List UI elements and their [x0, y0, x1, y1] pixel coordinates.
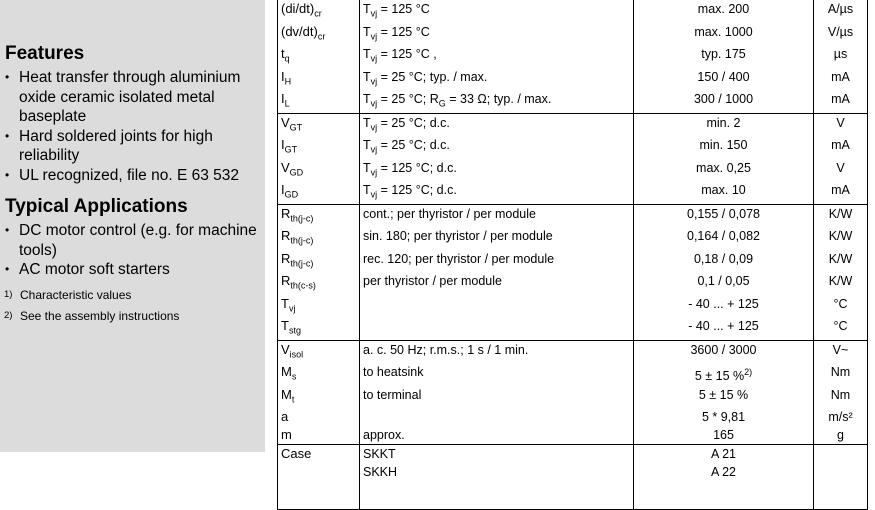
condition: per thyristor / per module: [363, 274, 502, 288]
condition-text: = 125 °C; d.c.: [377, 160, 457, 175]
bullet-icon: •: [5, 70, 10, 84]
table-row: [278, 463, 868, 481]
value-cell: [634, 45, 814, 68]
unit-cell: [814, 481, 868, 510]
value: 0,18 / 0,09: [693, 251, 754, 266]
value-cell: [634, 159, 814, 182]
value: A 21: [710, 447, 737, 461]
conditions-cell: [360, 426, 634, 445]
value-cell: [634, 386, 814, 409]
features-heading: Features: [5, 43, 85, 64]
unit-cell: [814, 68, 868, 91]
value: 5 ± 15 %: [698, 387, 749, 402]
conditions-cell: [360, 272, 634, 295]
unit: mA: [831, 183, 850, 197]
unit: A/µs: [827, 2, 854, 16]
value-cell: [634, 90, 814, 113]
unit: K/W: [828, 206, 853, 221]
table-row: [278, 272, 868, 295]
symbol-cell: [278, 45, 360, 68]
condition-subscript: vj: [370, 8, 378, 19]
value-cell: [634, 23, 814, 46]
conditions-cell: [360, 0, 634, 23]
unit-cell: [814, 204, 868, 227]
symbol-cell: [278, 227, 360, 250]
symbol-subscript: stg: [288, 325, 301, 336]
symbol-cell: [278, 250, 360, 273]
unit: V~: [832, 342, 849, 357]
symbol-cell: [278, 90, 360, 113]
unit: mA: [831, 92, 850, 106]
symbol: T: [281, 318, 289, 333]
condition: approx.: [363, 428, 405, 442]
unit-cell: [814, 159, 868, 182]
table-row: [278, 295, 868, 318]
unit-cell: [814, 295, 868, 318]
symbol-subscript: th(j-c): [290, 213, 314, 223]
value-cell: [634, 363, 814, 386]
unit: mA: [831, 69, 850, 84]
symbol-cell: [278, 317, 360, 340]
table-row: [278, 90, 868, 113]
condition: T: [363, 115, 371, 130]
table-row: [278, 426, 868, 445]
symbol-cell: [278, 0, 360, 23]
table-row: [278, 45, 868, 68]
value: max. 1000: [694, 24, 753, 39]
unit: Nm: [830, 365, 851, 379]
symbol: V: [281, 341, 290, 357]
conditions-cell: [360, 363, 634, 386]
value: 5 ± 15 %: [694, 369, 745, 384]
unit-cell: [814, 23, 868, 46]
value-cell: [634, 272, 814, 295]
condition-subscript: vj: [370, 122, 378, 132]
value-cell: [634, 250, 814, 273]
symbol-subscript: th(j-c): [290, 258, 314, 268]
condition-subscript: vj: [370, 76, 378, 86]
unit-cell: [814, 426, 868, 445]
conditions-cell: [360, 463, 634, 481]
value-cell: [634, 181, 814, 204]
unit-cell: [814, 340, 868, 363]
condition-text: = 25 °C; R: [377, 92, 439, 106]
condition-subscript: vj: [370, 31, 378, 41]
unit: m/s²: [828, 410, 853, 424]
unit-cell: [814, 136, 868, 159]
unit-cell: [814, 90, 868, 113]
symbol: I: [281, 91, 285, 106]
condition-subscript: vj: [370, 98, 378, 109]
symbol-cell: [278, 68, 360, 91]
symbol-subscript: s: [291, 371, 297, 382]
value: - 40 ... + 125: [688, 319, 759, 333]
symbol-cell: [278, 113, 360, 136]
value-cell: [634, 136, 814, 159]
table-row: [278, 340, 868, 363]
unit: K/W: [828, 274, 853, 288]
unit: V: [836, 115, 845, 130]
value: min. 150: [699, 138, 748, 152]
bullet-icon: •: [5, 167, 10, 182]
table-row: [278, 23, 868, 46]
applications-list: [5, 221, 263, 280]
conditions-cell: [360, 445, 634, 464]
list-item: [5, 68, 263, 127]
symbol-cell: [278, 445, 360, 464]
symbol: m: [281, 427, 292, 442]
table-row: [278, 113, 868, 136]
table-row: [278, 250, 868, 273]
symbol-subscript: GD: [289, 167, 304, 177]
list-item: [5, 166, 263, 186]
value-cell: [634, 481, 814, 510]
symbol-cell: [278, 408, 360, 426]
condition: T: [363, 183, 371, 197]
sidebar: [0, 0, 265, 452]
conditions-cell: [360, 113, 634, 136]
symbol: (dv/dt): [281, 23, 318, 39]
unit-cell: [814, 272, 868, 295]
symbol: t: [281, 46, 285, 61]
feature-text: UL recognized, file no. E 63 532: [19, 166, 240, 184]
value: 150 / 400: [697, 69, 750, 84]
conditions-cell: [360, 23, 634, 46]
value-cell: [634, 426, 814, 445]
condition: T: [363, 2, 371, 16]
symbol-subscript: isol: [289, 349, 304, 359]
symbol: M: [281, 364, 292, 379]
condition: to heatsink: [363, 365, 424, 379]
unit: K/W: [828, 251, 853, 266]
symbol-subscript: H: [284, 76, 292, 86]
unit-cell: [814, 408, 868, 426]
condition: SKKH: [363, 465, 398, 479]
feature-text: Hard soldered joints for high reliability: [19, 127, 213, 164]
value: min. 2: [706, 115, 741, 130]
condition-text: = 125 °C ,: [377, 47, 437, 61]
value-cell: [634, 408, 814, 426]
symbol-cell: [278, 481, 360, 510]
condition: a. c. 50 Hz; r.m.s.; 1 s / 1 min.: [363, 342, 529, 357]
feature-text: Heat transfer through aluminium oxide ceramic isolated metal baseplate: [19, 69, 241, 125]
application-text: DC motor control (e.g. for machine tools): [19, 222, 257, 259]
symbol: R: [281, 228, 291, 243]
bullet-icon: •: [5, 223, 10, 237]
condition-subscript: vj: [370, 144, 378, 155]
spec-table: [277, 0, 868, 510]
conditions-cell: [360, 68, 634, 91]
table-row: [278, 136, 868, 159]
symbol-subscript: t: [291, 394, 295, 404]
table-row: [278, 481, 868, 510]
table-row: [278, 204, 868, 227]
features-list: [5, 68, 263, 185]
condition: T: [363, 92, 371, 106]
symbol-subscript: th(c-s): [290, 280, 316, 291]
condition: T: [363, 24, 371, 39]
symbol-subscript: GD: [284, 189, 299, 200]
conditions-cell: [360, 45, 634, 68]
unit-cell: [814, 445, 868, 464]
table-row: [278, 0, 868, 23]
symbol: I: [281, 68, 285, 84]
unit-cell: [814, 0, 868, 23]
unit-cell: [814, 386, 868, 409]
value: max. 200: [697, 2, 750, 16]
footnote-2: 2) See the assembly instructions: [4, 309, 180, 323]
unit: µs: [833, 47, 848, 61]
symbol-cell: [278, 181, 360, 204]
table-row: [278, 227, 868, 250]
unit: Nm: [830, 387, 851, 402]
symbol: R: [281, 250, 291, 266]
condition-subscript: vj: [370, 167, 378, 177]
unit: g: [837, 428, 844, 442]
symbol: Case: [281, 446, 312, 461]
footnote-1: 1) Characteristic values: [4, 288, 132, 302]
condition: to terminal: [363, 387, 422, 402]
condition: rec. 120; per thyristor / per module: [363, 251, 555, 266]
symbol: R: [281, 205, 291, 221]
unit-cell: [814, 45, 868, 68]
value-cell: [634, 317, 814, 340]
footnote-ref: 2): [744, 367, 753, 377]
value: 165: [713, 428, 734, 442]
unit-cell: [814, 227, 868, 250]
symbol: (di/dt): [281, 1, 315, 16]
conditions-cell: [360, 340, 634, 363]
symbol-subscript: cr: [314, 8, 322, 19]
value-cell: [634, 227, 814, 250]
symbol-cell: [278, 426, 360, 445]
list-item: [5, 221, 263, 260]
condition-subscript: vj: [370, 53, 378, 64]
condition-text: = 125 °C: [377, 24, 430, 39]
unit-cell: [814, 317, 868, 340]
value-cell: [634, 463, 814, 481]
value: 300 / 1000: [693, 92, 754, 106]
value-cell: [634, 445, 814, 464]
symbol-cell: [278, 295, 360, 318]
value: A 22: [710, 465, 737, 479]
condition-text: = 125 °C: [377, 2, 430, 16]
symbol-subscript: vj: [288, 303, 296, 313]
symbol: T: [281, 295, 289, 311]
value: 0,1 / 0,05: [697, 274, 750, 288]
symbol-subscript: GT: [289, 122, 303, 132]
value-cell: [634, 204, 814, 227]
symbol-subscript: q: [284, 53, 290, 64]
symbol-cell: [278, 463, 360, 481]
condition-text: = 125 °C; d.c.: [377, 183, 457, 197]
table-row: [278, 317, 868, 340]
condition: T: [363, 138, 371, 152]
symbol-cell: [278, 159, 360, 182]
condition-text: = 33 Ω; typ. / max.: [445, 92, 552, 106]
unit: mA: [831, 138, 850, 152]
value-cell: [634, 113, 814, 136]
conditions-cell: [360, 295, 634, 318]
condition-text: = 25 °C; d.c.: [377, 115, 450, 130]
value: - 40 ... + 125: [688, 296, 759, 311]
condition-subscript: vj: [370, 189, 378, 200]
symbol-cell: [278, 204, 360, 227]
value: 5 * 9,81: [701, 410, 746, 424]
symbol: V: [281, 159, 290, 175]
value-cell: [634, 340, 814, 363]
conditions-cell: [360, 408, 634, 426]
value: typ. 175: [701, 47, 746, 61]
table-row: [278, 408, 868, 426]
unit: K/W: [828, 229, 853, 243]
table-row: [278, 68, 868, 91]
conditions-cell: [360, 386, 634, 409]
symbol-cell: [278, 363, 360, 386]
spec-table-container: [277, 0, 867, 479]
conditions-cell: [360, 481, 634, 510]
symbol: M: [281, 386, 292, 402]
symbol-cell: [278, 136, 360, 159]
condition: T: [363, 160, 371, 175]
unit-cell: [814, 363, 868, 386]
symbol: V: [281, 114, 290, 130]
unit: V: [836, 160, 845, 175]
symbol-cell: [278, 340, 360, 363]
unit: °C: [833, 319, 848, 333]
value: max. 0,25: [696, 160, 751, 175]
table-row: [278, 181, 868, 204]
applications-heading: Typical Applications: [5, 196, 188, 217]
unit-cell: [814, 463, 868, 481]
condition: sin. 180; per thyristor / per module: [363, 229, 553, 243]
unit: V/µs: [827, 24, 854, 39]
unit-cell: [814, 250, 868, 273]
condition-text: = 25 °C; d.c.: [377, 138, 450, 152]
conditions-cell: [360, 90, 634, 113]
list-item: [5, 127, 263, 166]
conditions-cell: [360, 317, 634, 340]
value-cell: [634, 68, 814, 91]
value: max. 10: [701, 183, 746, 197]
symbol: I: [281, 137, 285, 152]
value-cell: [634, 0, 814, 23]
conditions-cell: [360, 250, 634, 273]
condition: T: [363, 69, 371, 84]
symbol-cell: [278, 386, 360, 409]
conditions-cell: [360, 136, 634, 159]
bullet-icon: •: [5, 262, 10, 276]
condition-subscript: G: [438, 98, 446, 109]
table-row: [278, 159, 868, 182]
value: 0,155 / 0,078: [687, 206, 760, 221]
symbol: R: [281, 273, 291, 288]
table-row: [278, 363, 868, 386]
unit: °C: [833, 296, 848, 311]
application-text: AC motor soft starters: [19, 261, 170, 278]
symbol: a: [281, 409, 289, 424]
condition: T: [363, 47, 371, 61]
value-cell: [634, 295, 814, 318]
conditions-cell: [360, 227, 634, 250]
conditions-cell: [360, 181, 634, 204]
conditions-cell: [360, 204, 634, 227]
table-row: [278, 445, 868, 464]
value: 0,164 / 0,082: [687, 229, 760, 243]
symbol: I: [281, 182, 285, 197]
symbol-subscript: cr: [317, 31, 326, 41]
symbol-subscript: GT: [284, 144, 298, 155]
symbol-subscript: L: [284, 98, 290, 109]
table-row: [278, 386, 868, 409]
unit-cell: [814, 181, 868, 204]
unit-cell: [814, 113, 868, 136]
condition: SKKT: [363, 447, 396, 461]
list-item: [5, 260, 263, 280]
value: 3600 / 3000: [690, 342, 757, 357]
symbol-cell: [278, 23, 360, 46]
condition: cont.; per thyristor / per module: [363, 206, 536, 221]
symbol-subscript: th(j-c): [290, 235, 314, 246]
conditions-cell: [360, 159, 634, 182]
symbol-cell: [278, 272, 360, 295]
condition-text: = 25 °C; typ. / max.: [377, 69, 488, 84]
bullet-icon: •: [5, 128, 10, 143]
